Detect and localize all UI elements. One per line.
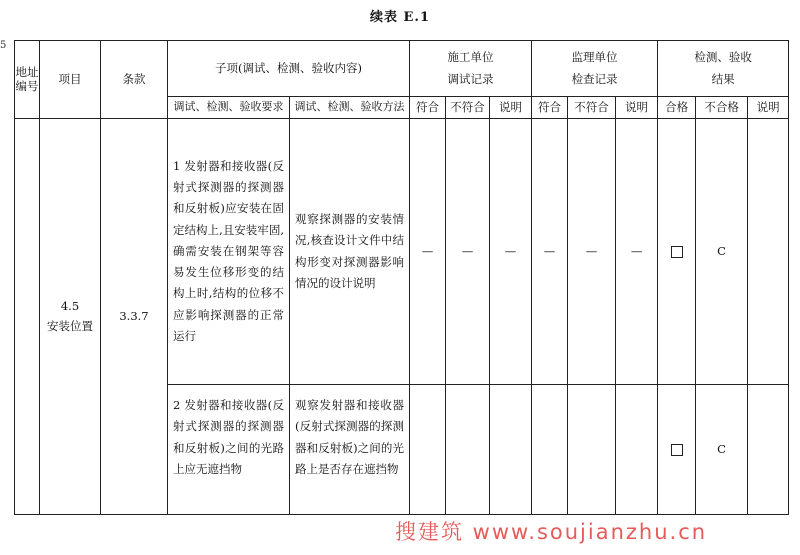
supervision-conform-2 [532,385,568,515]
header-subitem-group: 子项(调试、检测、验收内容) [168,41,410,97]
item-name: 安装位置 [47,318,93,333]
clause-cell: 3.3.7 [101,119,168,515]
unqualified-mark-2: C [696,385,748,515]
watermark: 搜建筑 www.soujianzhu.cn [395,520,708,544]
header-method: 调试、检测、验收方法 [290,97,410,119]
header-result-line1: 检测、验收 [694,49,752,64]
item-cell [40,119,101,515]
header-supervision-line1: 监理单位 [571,49,618,64]
page-edge-mark: 5 [0,40,7,51]
unqualified-mark-1: C [696,119,748,385]
construction-conform-1: — [410,119,446,385]
requirement-1: 1 发射器和接收器(反射式探测器的探测器和反射板)应安装在固定结构上,且安装牢固,确需安装在钢架等容易发生位移形变的结构上时,结构的位移不应影响探测器的正常运行 [168,119,290,385]
table-title: 续表 E.1 [369,10,430,25]
supervision-note-2 [616,385,658,515]
header-construction-line2: 调试记录 [447,71,494,86]
supervision-note-1: — [616,119,658,385]
supervision-nonconform-1: — [568,119,616,385]
construction-nonconform-1: — [446,119,490,385]
supervision-conform-1: — [532,119,568,385]
header-supervision-conform: 符合 [532,97,568,119]
header-construction-conform: 符合 [410,97,446,119]
construction-nonconform-2 [446,385,490,515]
header-construction-group [410,41,532,97]
checkbox-icon [671,444,683,456]
header-construction-line1: 施工单位 [447,49,494,64]
table-row [15,119,789,385]
address-number-cell [15,119,40,515]
qualified-checkbox-1[interactable] [658,119,696,385]
header-clause: 条款 [101,41,168,119]
header-address-number: 地址编号 [15,41,40,119]
header-supervision-group [532,41,658,97]
requirement-2: 2 发射器和接收器(反射式探测器的探测器和反射板)之间的光路上应无遮挡物 [168,385,290,515]
method-1: 观察探测器的安装情况,核查设计文件中结构形变对探测器影响情况的设计说明 [290,119,410,385]
header-result-group [658,41,789,97]
header-construction-nonconform: 不符合 [446,97,490,119]
header-result-line2: 结果 [711,71,735,86]
item-number: 4.5 [60,298,80,313]
result-note-1 [748,119,789,385]
header-item: 项目 [40,41,101,119]
construction-conform-2 [410,385,446,515]
header-supervision-line2: 检查记录 [571,71,618,86]
supervision-nonconform-2 [568,385,616,515]
construction-note-1: — [490,119,532,385]
checkbox-icon [671,246,683,258]
result-note-2 [748,385,789,515]
qualified-checkbox-2[interactable] [658,385,696,515]
header-qualified: 合格 [658,97,696,119]
method-2: 观察发射器和接收器(反射式探测器的探测器和反射板)之间的光路上是否存在遮挡物 [290,385,410,515]
header-supervision-note: 说明 [616,97,658,119]
header-construction-note: 说明 [490,97,532,119]
construction-note-2 [490,385,532,515]
header-supervision-nonconform: 不符合 [568,97,616,119]
inspection-table [14,40,789,515]
header-result-note: 说明 [748,97,789,119]
header-unqualified: 不合格 [696,97,748,119]
header-requirement: 调试、检测、验收要求 [168,97,290,119]
